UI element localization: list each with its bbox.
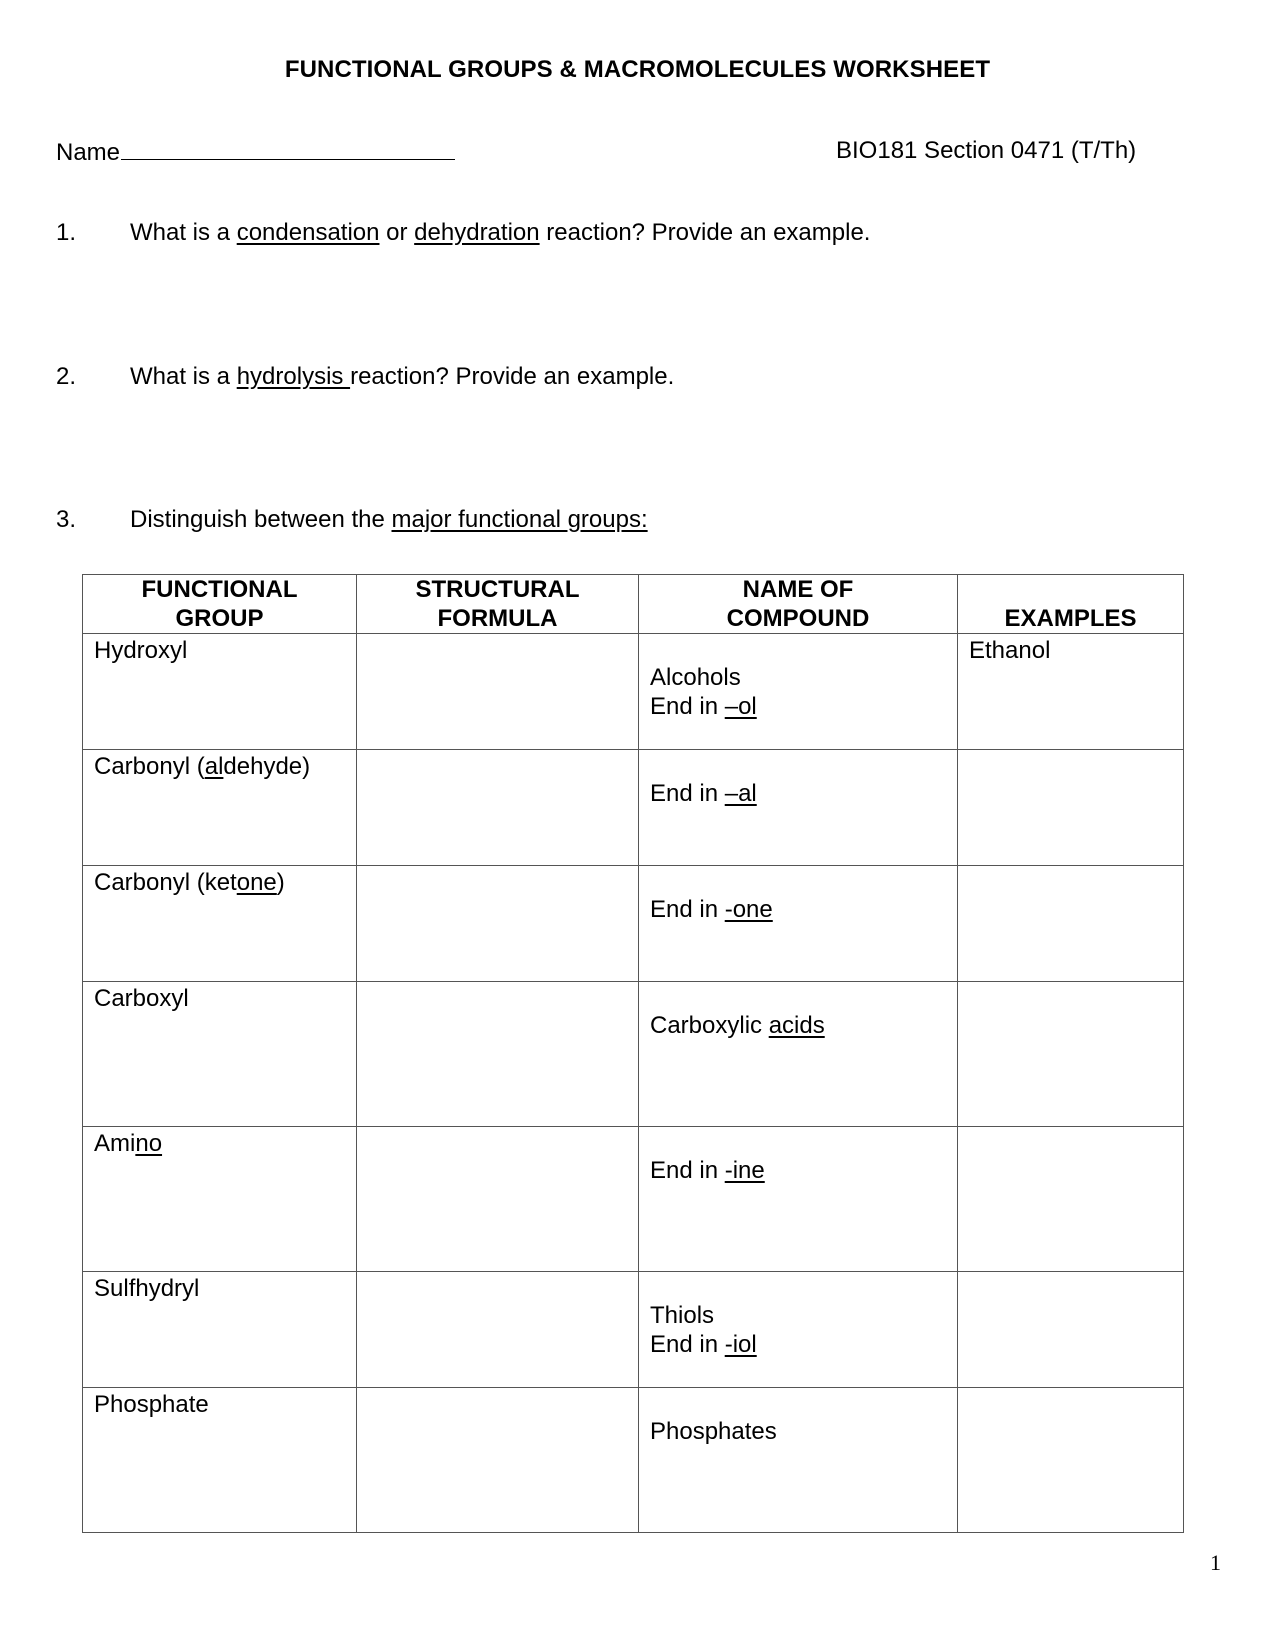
- compound-cell: End in -ine: [639, 1127, 958, 1272]
- question-2-number: 2.: [56, 363, 77, 390]
- formula-cell[interactable]: [357, 750, 639, 866]
- formula-cell[interactable]: [357, 1272, 639, 1388]
- group-cell: Carbonyl (ketone): [83, 866, 357, 982]
- q3-term: major functional groups:: [391, 506, 648, 533]
- question-1-text: [130, 219, 870, 247]
- header-structural-formula: STRUCTURAL FORMULA: [357, 575, 639, 634]
- q2-pre: What is a: [130, 363, 237, 390]
- header-name-of-compound: NAME OF COMPOUND: [639, 575, 958, 634]
- example-cell[interactable]: [958, 1127, 1184, 1272]
- compound-cell: Carboxylic acids: [639, 982, 958, 1127]
- table-row: [83, 1127, 1184, 1272]
- question-1-number: 1.: [56, 219, 77, 246]
- example-cell[interactable]: [958, 750, 1184, 866]
- compound-cell: End in -one: [639, 866, 958, 982]
- example-cell[interactable]: [958, 866, 1184, 982]
- question-3-text: [130, 506, 648, 534]
- functional-groups-table: [82, 574, 1184, 1533]
- q1-mid: or: [379, 219, 415, 246]
- table-row: [83, 1388, 1184, 1533]
- q1-term-condensation: condensation: [236, 219, 380, 246]
- table-row: [83, 866, 1184, 982]
- formula-cell[interactable]: [357, 1388, 639, 1533]
- example-cell[interactable]: [958, 1388, 1184, 1533]
- example-cell[interactable]: Ethanol: [958, 634, 1184, 750]
- group-cell: Phosphate: [83, 1388, 357, 1533]
- table-row: [83, 1272, 1184, 1388]
- formula-cell[interactable]: [357, 982, 639, 1127]
- group-cell: Amino: [83, 1127, 357, 1272]
- q3-pre: Distinguish between the: [130, 506, 392, 533]
- example-cell[interactable]: [958, 982, 1184, 1127]
- group-cell: Carbonyl (aldehyde): [83, 750, 357, 866]
- formula-cell[interactable]: [357, 1127, 639, 1272]
- q2-term-hydrolysis: hydrolysis: [236, 363, 351, 390]
- table-row: [83, 982, 1184, 1127]
- compound-cell: End in –al: [639, 750, 958, 866]
- q2-post: reaction? Provide an example.: [350, 363, 675, 390]
- table-row: [83, 750, 1184, 866]
- page-number: 1: [1210, 1550, 1221, 1575]
- formula-cell[interactable]: [357, 866, 639, 982]
- compound-cell: Thiols End in -iol: [639, 1272, 958, 1388]
- q1-term-dehydration: dehydration: [414, 219, 540, 246]
- compound-cell: Alcohols End in –ol: [639, 634, 958, 750]
- question-2-text: [130, 363, 674, 391]
- group-cell: Carboxyl: [83, 982, 357, 1127]
- q1-post: reaction? Provide an example.: [539, 219, 871, 246]
- formula-cell[interactable]: [357, 634, 639, 750]
- table-row: [83, 634, 1184, 750]
- group-cell: Sulfhydryl: [83, 1272, 357, 1388]
- compound-cell: Phosphates: [639, 1388, 958, 1533]
- table-header-row: [83, 575, 1184, 634]
- header-functional-group: FUNCTIONAL GROUP: [83, 575, 357, 634]
- q1-pre: What is a: [130, 219, 237, 246]
- header-examples: EXAMPLES: [958, 575, 1184, 634]
- name-label: Name: [56, 139, 121, 166]
- course-section: BIO181 Section 0471 (T/Th): [836, 137, 1137, 164]
- worksheet-title: FUNCTIONAL GROUPS & MACROMOLECULES WORKSHEET: [284, 56, 991, 83]
- question-3-number: 3.: [56, 506, 77, 533]
- example-cell[interactable]: [958, 1272, 1184, 1388]
- group-cell: Hydroxyl: [83, 634, 357, 750]
- name-blank-line[interactable]: [121, 137, 455, 160]
- name-field[interactable]: [56, 137, 455, 167]
